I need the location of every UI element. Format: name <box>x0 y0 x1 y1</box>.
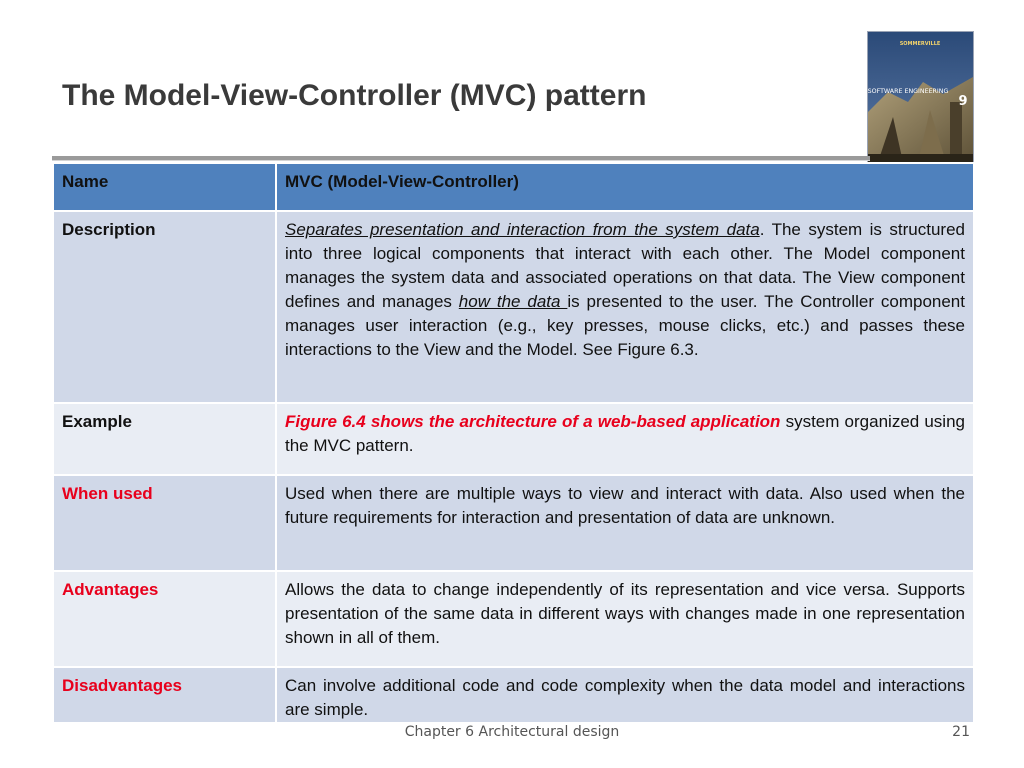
table-row-disadvantages <box>53 667 974 723</box>
cell-name-label: Name <box>53 163 276 211</box>
cell-description-value <box>276 211 974 403</box>
table-row-advantages <box>53 571 974 667</box>
cell-disadvantages-label: Disadvantages <box>53 667 276 723</box>
cell-example-value <box>276 403 974 475</box>
description-lead: Separates presentation and interaction from the system data <box>285 220 760 239</box>
description-emphasis: how the data <box>458 292 568 311</box>
cell-when-used-label: When used <box>53 475 276 571</box>
title-underline-shadow <box>52 160 870 161</box>
example-lead: Figure 6.4 shows the architecture of a web-based application <box>285 412 781 431</box>
table-row-example <box>53 403 974 475</box>
table-row-when-used <box>53 475 974 571</box>
cell-when-used-value: Used when there are multiple ways to view and interact with data. Also used when the future requirements for interaction and presentation of data are unknown. <box>276 475 974 571</box>
cell-advantages-label: Advantages <box>53 571 276 667</box>
cell-name-value: MVC (Model-View-Controller) <box>276 163 974 211</box>
cell-example-label: Example <box>53 403 276 475</box>
mvc-pattern-table <box>52 162 975 724</box>
slide-title: The Model-View-Controller (MVC) pattern <box>62 79 647 112</box>
book-author: SOMMERVILLE <box>899 41 941 47</box>
cell-advantages-value: Allows the data to change independently of its representation and vice versa. Supports presentation of the same data in different ways with changes made in one representation shown in all of them. <box>276 571 974 667</box>
cell-disadvantages-value: Can involve additional code and code complexity when the data model and interactions are simple. <box>276 667 974 723</box>
book-edition: 9 <box>958 94 968 109</box>
cell-description-label: Description <box>53 211 276 403</box>
slide-footer: Chapter 6 Architectural design <box>404 724 620 740</box>
description-text-2: is presented to the user. The Controller component manages user interaction (e.g., key presses, mouse clicks, etc.) and passes these interactions to the View and the Model. See Figure 6.3. <box>285 292 965 359</box>
description-text-1: . The system is structured into three logical components that interact with each other. The Model component manages the system data and associated operations on that data. The View component defines and manages <box>285 220 965 311</box>
page-number: 21 <box>952 724 970 740</box>
table-row-name <box>53 163 974 211</box>
book-title: SOFTWARE ENGINEERING <box>868 88 949 95</box>
example-text: system organized using the MVC pattern. <box>285 412 965 455</box>
book-cover-image <box>867 31 974 163</box>
table-row-description <box>53 211 974 403</box>
